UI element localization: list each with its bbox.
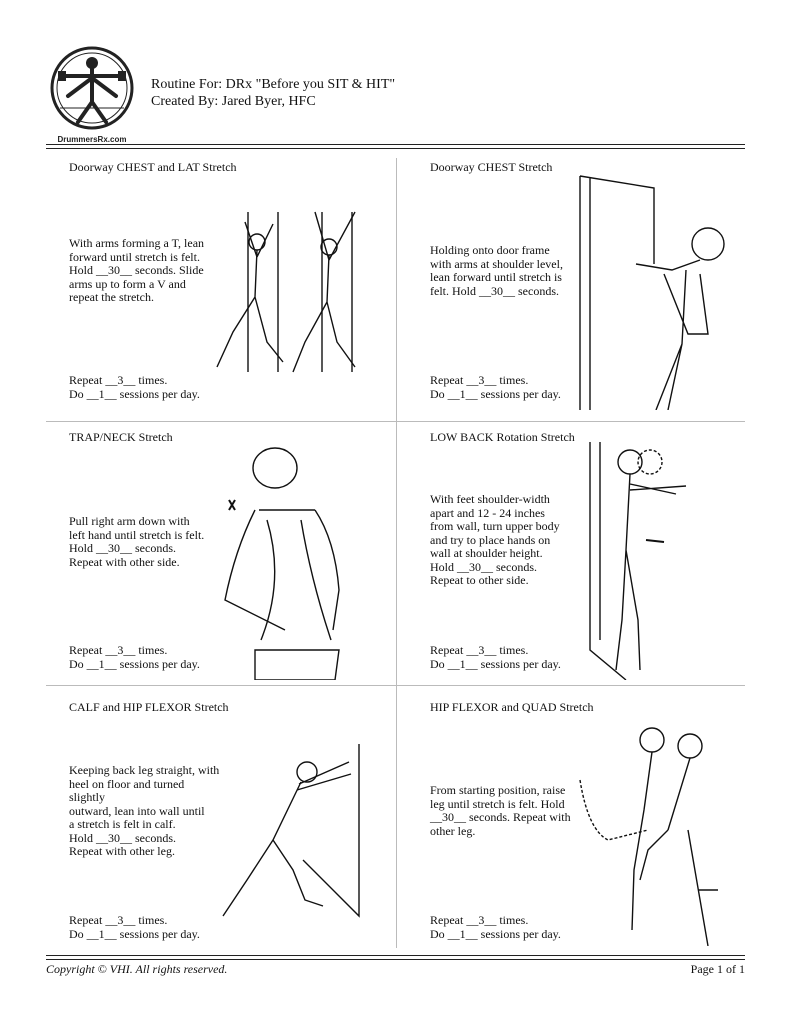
exercise-card — [408, 700, 757, 962]
exercise-description: Pull right arm down with left hand until stretch is felt. Hold __30__ seconds. Repeat with other side. — [69, 514, 205, 569]
exercise-card — [408, 430, 757, 692]
repeat-info: Repeat __3__ times. Do __1__ sessions per day. — [69, 373, 200, 401]
header-rule-thin — [46, 148, 745, 149]
exercise-illustration — [576, 174, 736, 410]
exercise-illustration — [568, 720, 728, 946]
repeat-info: Repeat __3__ times. Do __1__ sessions per day. — [430, 643, 561, 671]
exercise-illustration — [205, 202, 385, 382]
footer-rule-thin — [46, 959, 745, 960]
repeat-info: Repeat __3__ times. Do __1__ sessions per day. — [69, 643, 200, 671]
repeat-info: Repeat __3__ times. Do __1__ sessions per day. — [69, 913, 200, 941]
exercise-description: Keeping back leg straight, with heel on floor and turned slightly outward, lean into wall until a stretch is felt in calf. Hold __30__ seconds. Repeat with other leg. — [69, 763, 220, 858]
exercise-illustration — [215, 440, 385, 680]
exercise-title: LOW BACK Rotation Stretch — [430, 430, 575, 444]
exercise-title: Doorway CHEST Stretch — [430, 160, 553, 174]
exercise-description: From starting position, raise leg until stretch is felt. Hold __30__ seconds. Repeat with other leg. — [430, 783, 571, 838]
logo-text: DrummersRx.com — [57, 135, 127, 144]
exercise-card — [408, 160, 757, 422]
exercise-title: CALF and HIP FLEXOR Stretch — [69, 700, 229, 714]
footer-rule — [46, 955, 745, 956]
routine-title: Routine For: DRx "Before you SIT & HIT" — [151, 77, 396, 92]
drummersrx-logo — [46, 44, 138, 152]
exercise-card — [47, 700, 396, 962]
exercise-title: HIP FLEXOR and QUAD Stretch — [430, 700, 594, 714]
exercise-illustration — [213, 740, 373, 920]
exercise-description: With arms forming a T, lean forward until stretch is felt. Hold __30__ seconds. Slide arms up to form a V and repeat the stretch. — [69, 236, 205, 304]
column-divider — [396, 158, 397, 948]
exercise-description: Holding onto door frame with arms at shoulder level, lean forward until stretch is felt. Hold __30__ seconds. — [430, 243, 563, 298]
page-number: Page 1 of 1 — [690, 962, 745, 976]
repeat-info: Repeat __3__ times. Do __1__ sessions per day. — [430, 913, 561, 941]
repeat-info: Repeat __3__ times. Do __1__ sessions per day. — [430, 373, 561, 401]
creator-line: Created By: Jared Byer, HFC — [151, 94, 316, 109]
header-rule — [46, 144, 745, 145]
exercise-title: TRAP/NECK Stretch — [69, 430, 173, 444]
copyright: Copyright © VHI. All rights reserved. — [46, 962, 228, 976]
exercise-title: Doorway CHEST and LAT Stretch — [69, 160, 237, 174]
exercise-illustration — [586, 440, 706, 680]
exercise-description: With feet shoulder-width apart and 12 - 24 inches from wall, turn upper body and try to place hands on wall at shoulder height. Hold __30__ seconds. Repeat to other side. — [430, 492, 560, 587]
exercise-card — [47, 160, 396, 422]
exercise-card — [47, 430, 396, 692]
